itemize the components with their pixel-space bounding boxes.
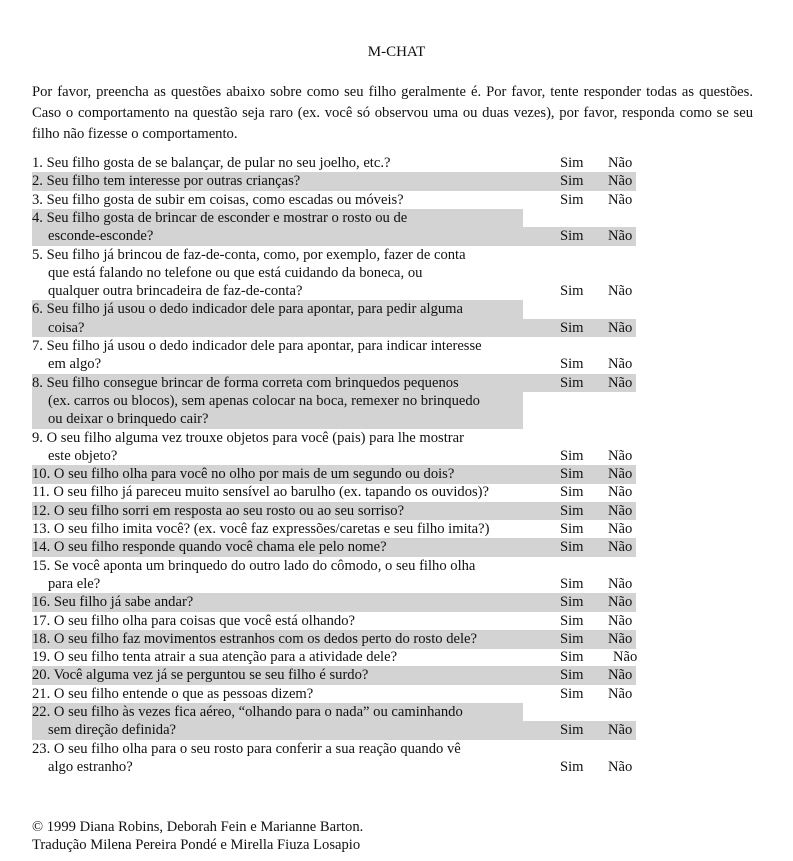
answer-yes[interactable]: Sim: [560, 447, 584, 464]
question-text: 15. Se você aponta um brinquedo do outro lado do cômodo, o seu filho olha: [32, 557, 476, 574]
answer-yes[interactable]: Sim: [560, 539, 584, 556]
question-text: coisa?: [48, 319, 85, 336]
question-text: 13. O seu filho imita você? (ex. você faz expressões/caretas e seu filho imita?): [32, 521, 490, 537]
answer-no[interactable]: Não: [608, 155, 633, 171]
answer-no[interactable]: Não: [608, 722, 633, 739]
answer-no[interactable]: Não: [608, 630, 633, 647]
answer-no[interactable]: Não: [608, 374, 633, 391]
row-shading: [32, 319, 636, 338]
question-text: 23. O seu filho olha para o seu rosto para conferir a sua reação quando vê: [32, 740, 461, 757]
question-text: 21. O seu filho entende o que as pessoas dizem?: [32, 685, 314, 702]
answer-no[interactable]: Não: [608, 228, 633, 245]
answer-no[interactable]: Não: [608, 502, 633, 519]
question-text: em algo?: [48, 356, 102, 373]
instructions-paragraph: Por favor, preencha as questões abaixo sobre como seu filho geralmente é. Por favor, tente responder todas as questões. Caso o comportamento na questão seja raro (ex. você só observou uma ou duas vezes), por favor, responda como se seu filho não fizesse o comportamento.: [32, 84, 753, 142]
copyright-notice: © 1999 Diana Robins, Deborah Fein e Marianne Barton.: [32, 819, 364, 835]
question-text: 6. Seu filho já usou o dedo indicador dele para apontar, para pedir alguma: [32, 301, 463, 318]
question-text: 19. O seu filho tenta atrair a sua atenção para a atividade dele?: [32, 649, 398, 666]
question-text: 18. O seu filho faz movimentos estranhos com os dedos perto do rosto dele?: [32, 630, 478, 647]
answer-no[interactable]: Não: [608, 612, 633, 629]
question-text: 16. Seu filho já sabe andar?: [32, 594, 194, 611]
question-text: qualquer outra brincadeira de faz-de-conta?: [48, 283, 303, 300]
answer-yes[interactable]: Sim: [560, 466, 584, 483]
answer-no[interactable]: Não: [608, 667, 633, 684]
question-text: 7. Seu filho já usou o dedo indicador dele para apontar, para indicar interesse: [32, 338, 482, 354]
answer-yes[interactable]: Sim: [560, 155, 584, 171]
question-text: 17. O seu filho olha para coisas que você está olhando?: [32, 612, 355, 629]
answer-yes[interactable]: Sim: [560, 594, 584, 611]
question-text: 2. Seu filho tem interesse por outras crianças?: [32, 173, 301, 190]
question-text: 1. Seu filho gosta de se balançar, de pular no seu joelho, etc.?: [32, 155, 391, 171]
question-text: 8. Seu filho consegue brincar de forma correta com brinquedos pequenos: [32, 374, 459, 391]
answer-no[interactable]: Não: [608, 685, 633, 702]
question-text: ou deixar o brinquedo cair?: [48, 411, 209, 428]
question-text: 20. Você alguma vez já se perguntou se seu filho é surdo?: [32, 667, 369, 684]
question-text: 3. Seu filho gosta de subir em coisas, como escadas ou móveis?: [32, 191, 404, 208]
answer-yes[interactable]: Sim: [560, 630, 584, 647]
question-text: algo estranho?: [48, 758, 133, 775]
answer-no[interactable]: Não: [608, 484, 633, 501]
answer-no[interactable]: Não: [608, 319, 633, 336]
translation-credit: Tradução Milena Pereira Pondé e Mirella Fiuza Losapio: [32, 837, 361, 853]
question-text: esconde-esconde?: [48, 228, 154, 245]
question-text: 22. O seu filho às vezes fica aéreo, “olhando para o nada” ou caminhando: [32, 704, 463, 720]
answer-no[interactable]: Não: [608, 594, 633, 611]
answer-yes[interactable]: Sim: [560, 521, 584, 537]
answer-no[interactable]: Não: [608, 283, 633, 300]
question-text: 5. Seu filho já brincou de faz-de-conta, como, por exemplo, fazer de conta: [32, 246, 466, 263]
answer-yes[interactable]: Sim: [560, 685, 584, 702]
answer-yes[interactable]: Sim: [560, 356, 584, 373]
answer-yes[interactable]: Sim: [560, 283, 584, 300]
answer-yes[interactable]: Sim: [560, 667, 584, 684]
answer-yes[interactable]: Sim: [560, 191, 584, 208]
answer-no[interactable]: Não: [613, 649, 638, 666]
answer-no[interactable]: Não: [608, 356, 633, 373]
answer-no[interactable]: Não: [608, 575, 633, 592]
question-text: este objeto?: [48, 447, 118, 464]
question-text: 12. O seu filho sorri em resposta ao seu rosto ou ao seu sorriso?: [32, 502, 405, 519]
answer-yes[interactable]: Sim: [560, 575, 584, 592]
question-text: (ex. carros ou blocos), sem apenas colocar na boca, remexer no brinquedo: [48, 392, 480, 409]
answer-yes[interactable]: Sim: [560, 228, 584, 245]
answer-yes[interactable]: Sim: [560, 484, 584, 501]
document-title: M-CHAT: [367, 44, 426, 60]
question-text: 10. O seu filho olha para você no olho por mais de um segundo ou dois?: [32, 466, 455, 483]
answer-yes[interactable]: Sim: [560, 722, 584, 739]
question-text: que está falando no telefone ou que está cuidando da boneca, ou: [48, 264, 423, 281]
answer-no[interactable]: Não: [608, 447, 633, 464]
answer-yes[interactable]: Sim: [560, 649, 584, 666]
answer-yes[interactable]: Sim: [560, 374, 584, 391]
question-text: 14. O seu filho responde quando você chama ele pelo nome?: [32, 539, 387, 556]
answer-yes[interactable]: Sim: [560, 173, 584, 190]
answer-yes[interactable]: Sim: [560, 612, 584, 629]
question-text: sem direção definida?: [48, 722, 177, 739]
question-text: para ele?: [48, 575, 101, 592]
answer-no[interactable]: Não: [608, 191, 633, 208]
answer-no[interactable]: Não: [608, 539, 633, 556]
question-text: 11. O seu filho já pareceu muito sensível ao barulho (ex. tapando os ouvidos)?: [32, 484, 490, 501]
answer-no[interactable]: Não: [608, 521, 633, 537]
answer-no[interactable]: Não: [608, 758, 633, 775]
answer-yes[interactable]: Sim: [560, 758, 584, 775]
answer-no[interactable]: Não: [608, 466, 633, 483]
question-text: 9. O seu filho alguma vez trouxe objetos para você (pais) para lhe mostrar: [32, 429, 464, 446]
answer-yes[interactable]: Sim: [560, 319, 584, 336]
answer-no[interactable]: Não: [608, 173, 633, 190]
question-text: 4. Seu filho gosta de brincar de esconder e mostrar o rosto ou de: [32, 209, 408, 226]
answer-yes[interactable]: Sim: [560, 502, 584, 519]
